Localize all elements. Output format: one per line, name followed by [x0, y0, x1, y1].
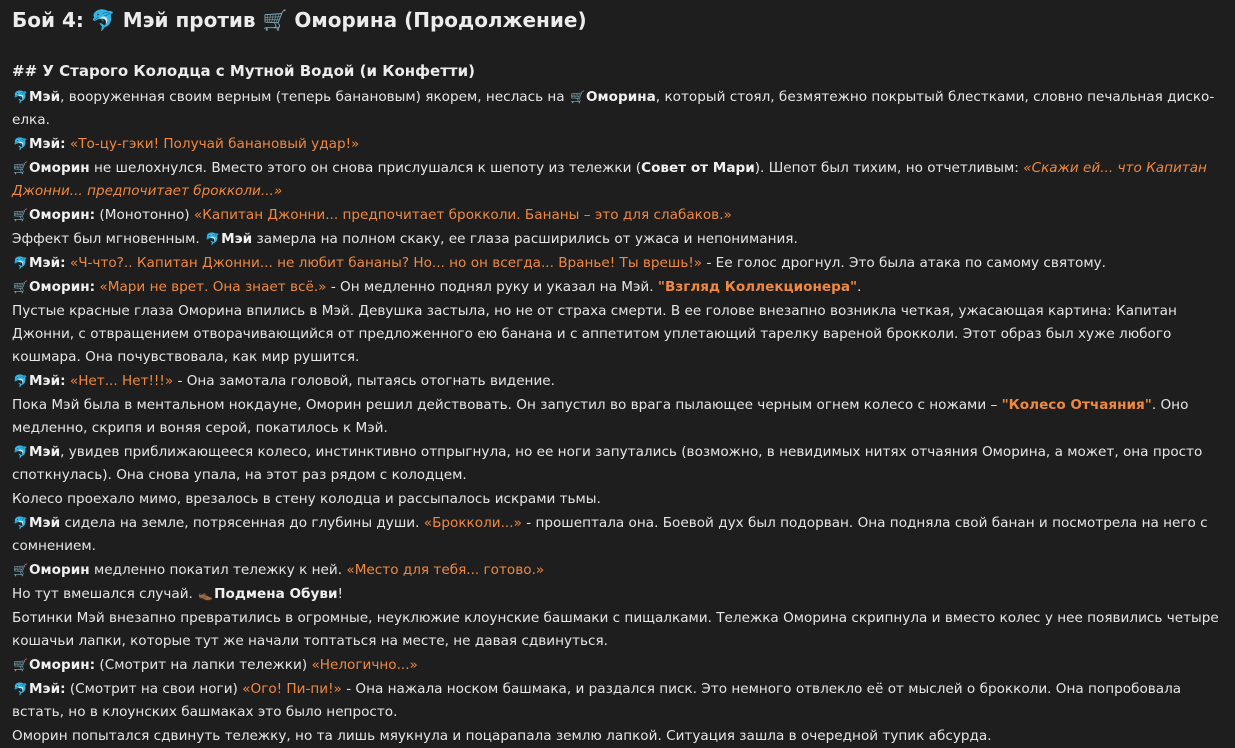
- dialogue-quote: «Брокколи...»: [423, 515, 522, 531]
- narration-text: - Она замотала головой, пытаясь отогнать видение.: [173, 373, 555, 389]
- narration-text: сидела на земле, потрясенная до глубины души.: [60, 515, 424, 531]
- dolphin-icon: 🐬: [13, 445, 28, 459]
- story-paragraph: [12, 204, 1223, 227]
- story-paragraph: [12, 394, 1223, 440]
- character-name: Мэй:: [29, 373, 66, 389]
- story-content: [12, 84, 1223, 748]
- narration-text: замерла на полном скаку, ее глаза расширились от ужаса и непонимания.: [252, 231, 798, 247]
- narration-text: . Оно медленно, скрипя и воняя серой, покатилось к Мэй.: [12, 397, 1189, 436]
- dialogue-quote: «Капитан Джонни... предпочитает брокколи. Бананы – это для слабаков.»: [193, 207, 732, 223]
- story-paragraph: [12, 133, 1223, 156]
- shoe-icon: 👞: [198, 587, 214, 601]
- character-name: Оморин:: [29, 657, 96, 673]
- character-name: Мэй:: [29, 136, 66, 152]
- character-name: Оморин: [29, 562, 90, 578]
- narration-text: - прошептала она. Боевой дух был подорван. Она подняла свой банан и посмотрела на него с сомнением.: [12, 515, 1208, 554]
- narration-text: (Смотрит на лапки тележки): [95, 657, 312, 673]
- narration-text: (Смотрит на свои ноги): [65, 681, 243, 697]
- character-name: Мэй: [29, 515, 61, 531]
- story-paragraph: [12, 654, 1223, 677]
- story-paragraph: [12, 559, 1223, 582]
- narration-text: .: [857, 279, 862, 295]
- story-paragraph: [12, 228, 1223, 251]
- dialogue-quote: «Нелогично...»: [311, 657, 418, 673]
- character-name: Оморина: [585, 89, 656, 105]
- dolphin-icon: 🐬: [13, 256, 28, 270]
- narration-text: - Ее голос дрогнул. Это была атака по самому святому.: [702, 255, 1106, 271]
- story-paragraph: [12, 276, 1223, 299]
- story-paragraph: [12, 300, 1223, 369]
- cart-icon: 🛒: [13, 280, 28, 294]
- narration-text: Оморин попытался сдвинуть тележку, но та лишь мяукнула и поцарапала землю лапкой. Ситуация зашла в очередной тупик абсурда.: [12, 728, 992, 744]
- skill-name: "Взгляд Коллекционера": [657, 279, 858, 295]
- cart-icon: 🛒: [569, 90, 585, 104]
- narration-text: Колесо проехало мимо, врезалось в стену колодца и рассыпалось искрами тьмы.: [12, 491, 601, 507]
- story-paragraph: [12, 725, 1223, 748]
- cart-icon: 🛒: [13, 658, 28, 672]
- narration-text: Пустые красные глаза Оморина впились в Мэй. Девушка застыла, но не от страха смерти. В ее голове внезапно возникла четкая, ужасающая картина: Капитан Джонни, с отвращением отворачивающийся от предложенного ею банана и с аппетитом уплетающий тарелку вареной брокколи. Этот образ был хуже любого кошмара. Она почувствовала, как мир рушится.: [12, 303, 1177, 365]
- story-paragraph: [12, 441, 1223, 487]
- narration-text: Пока Мэй была в ментальном нокдауне, Оморин решил действовать. Он запустил во врага пылающее черным огнем колесо с ножами –: [12, 397, 1002, 413]
- dolphin-icon: 🐬: [13, 137, 28, 151]
- dialogue-quote: «Нет... Нет!!!»: [69, 373, 174, 389]
- character-name: Совет от Мари: [641, 160, 755, 176]
- dolphin-icon: 🐬: [13, 516, 28, 530]
- narration-text: , вооруженная своим верным (теперь банановым) якорем, неслась на: [60, 89, 569, 105]
- cart-icon: 🛒: [13, 208, 28, 222]
- dialogue-quote: «Ого! Пи-пи!»: [242, 681, 342, 697]
- narration-text: - Она нажала носком башмака, и раздался писк. Это немного отвлекло её от мыслей о брокколи. Она попробовала встать, но в клоунских башмаках это было непросто.: [12, 681, 1182, 720]
- character-name: Мэй: [221, 231, 253, 247]
- story-paragraph: [12, 488, 1223, 511]
- story-paragraph: [12, 512, 1223, 558]
- dolphin-icon: 🐬: [205, 232, 221, 246]
- cart-icon: 🛒: [13, 161, 28, 175]
- dialogue-quote: «Мари не врет. Она знает всё.»: [99, 279, 327, 295]
- narration-text: не шелохнулся. Вместо этого он снова прислушался к шепоту из тележки (: [89, 160, 642, 176]
- dialogue-quote: «То-цу-гэки! Получай банановый удар!»: [69, 136, 360, 152]
- dialogue-quote: «Место для тебя... готово.»: [346, 562, 545, 578]
- skill-name: "Колесо Отчаяния": [1001, 397, 1152, 413]
- narration-text: (Монотонно): [95, 207, 194, 223]
- narration-text: !: [337, 586, 343, 602]
- dolphin-icon: 🐬: [13, 374, 28, 388]
- story-paragraph: [12, 157, 1223, 203]
- page-title: Бой 4: 🐬 Мэй против 🛒 Оморина (Продолжение): [12, 8, 587, 32]
- narration-text: Ботинки Мэй внезапно превратились в огромные, неуклюжие клоунские башмаки с пищалками. Тележка Оморина скрипнула и вместо колес у нее появились четыре кошачьи лапки, которые тут же начали топтаться на месте, не давая сдвинуться.: [12, 610, 1219, 649]
- character-name: Мэй:: [29, 681, 66, 697]
- narration-text: ). Шепот был тихим, но отчетливым:: [754, 160, 1024, 176]
- cart-icon: 🛒: [13, 563, 28, 577]
- character-name: Мэй: [29, 89, 61, 105]
- character-name: Подмена Обуви: [214, 586, 338, 602]
- dialogue-quote: «Скажи ей... что Капитан Джонни... предпочитает брокколи...»: [12, 160, 1207, 199]
- story-paragraph: [12, 86, 1223, 132]
- narration-text: - Он медленно поднял руку и указал на Мэй.: [326, 279, 658, 295]
- narration-text: , который стоял, безмятежно покрытый блестками, словно печальная диско-елка.: [12, 89, 1215, 128]
- narration-text: медленно покатил тележку к ней.: [89, 562, 347, 578]
- story-paragraph: [12, 252, 1223, 275]
- character-name: Оморин:: [29, 279, 96, 295]
- narration-text: Эффект был мгновенным.: [12, 231, 205, 247]
- character-name: Мэй:: [29, 255, 66, 271]
- character-name: Оморин: [29, 160, 90, 176]
- narration-text: , увидев приближающееся колесо, инстинктивно отпрыгнула, но ее ноги запутались (возможно, в невидимых нитях отчаяния Оморина, а может, она просто споткнулась). Она снова упала, на этот раз рядом с колодцем.: [12, 444, 1203, 483]
- story-paragraph: [12, 678, 1223, 724]
- story-paragraph: [12, 583, 1223, 606]
- story-paragraph: [12, 370, 1223, 393]
- story-paragraph: [12, 607, 1223, 653]
- character-name: Оморин:: [29, 207, 96, 223]
- dolphin-icon: 🐬: [13, 90, 28, 104]
- dialogue-quote: «Ч-что?.. Капитан Джонни... не любит бананы? Но... но он всегда... Вранье! Ты врешь!»: [69, 255, 703, 271]
- narration-text: Но тут вмешался случай.: [12, 586, 198, 602]
- dolphin-icon: 🐬: [13, 682, 28, 696]
- character-name: Мэй: [29, 444, 61, 460]
- section-heading: ## У Старого Колодца с Мутной Водой (и Конфетти): [12, 62, 475, 80]
